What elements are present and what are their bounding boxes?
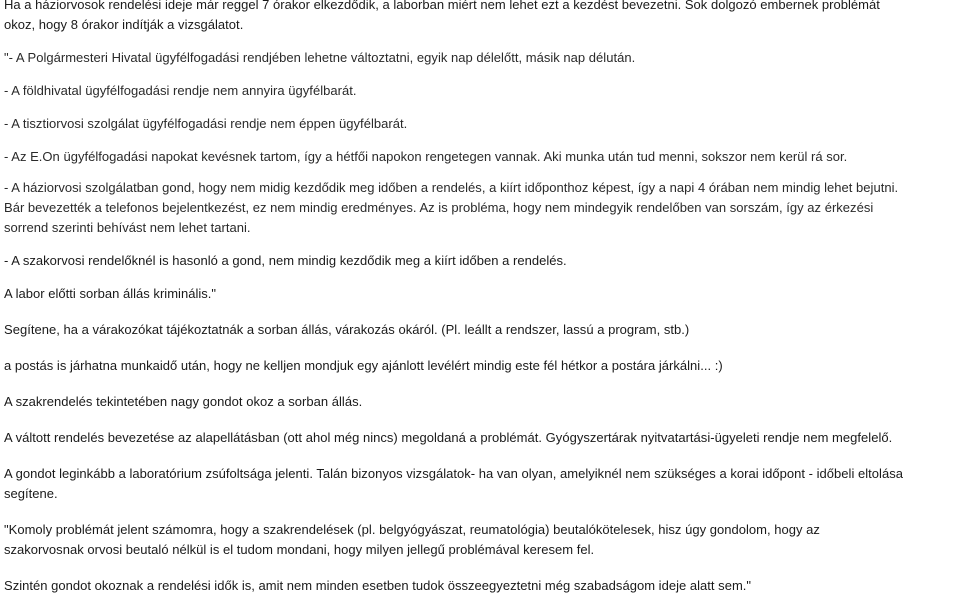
text-line: - Az E.On ügyfélfogadási napokat kevésnek tartom, így a hétfői napokon rengetegen vannak. Aki munka után tud menni, sokszor nem kerül rá sor. [4, 149, 848, 164]
document-body [4, 0, 956, 596]
paragraph-lab-queue [4, 284, 956, 304]
text-line: "Komoly problémát jelent számomra, hogy a szakrendelések (pl. belgyógyászat, reumatológia) beutalókötelesek, hisz úgy gondolom, hogy az [4, 522, 820, 537]
text-line: Szintén gondot okoznak a rendelési idők is, amit nem minden esetben tudok összeegyeztetni még szabadságom ideje alatt sem." [4, 578, 752, 593]
paragraph-land-office [4, 81, 956, 101]
paragraph-inform-waiting [4, 320, 956, 340]
paragraph-lab-hours [4, 0, 956, 35]
text-line: A labor előtti sorban állás kriminális." [4, 286, 217, 301]
text-line: a postás is járhatna munkaidő után, hogy ne kelljen mondjuk egy ajánlott levélért mindig este fél hétkor a postára járkálni... :) [4, 358, 723, 373]
text-line: Segítene, ha a várakozókat tájékoztatnák a sorban állás, várakozás okáról. (Pl. leállt a rendszer, lassú a program, stb.) [4, 322, 690, 337]
text-line: szakorvosnak orvosi beutaló nélkül is el tudom mondani, hogy milyen jellegű problémával keresem fel. [4, 542, 595, 557]
text-line: - A földhivatal ügyfélfogadási rendje nem annyira ügyfélbarát. [4, 83, 357, 98]
paragraph-specialist [4, 251, 956, 271]
paragraph-gp-service [4, 178, 956, 238]
paragraph-specialist-queue [4, 392, 956, 412]
text-line: "- A Polgármesteri Hivatal ügyfélfogadási rendjében lehetne változtatni, egyik nap délelőtt, másik nap délután. [4, 50, 636, 65]
paragraph-lab-crowding [4, 464, 956, 504]
text-line: - A tisztiorvosi szolgálat ügyfélfogadási rendje nem éppen ügyfélbarát. [4, 116, 408, 131]
text-line: Ha a háziorvosok rendelési ideje már reggel 7 órakor elkezdődik, a laborban miért nem lehet ezt a kezdést bevezetni. Sok dolgozó embernek problémát [4, 0, 880, 12]
text-line: Bár bevezették a telefonos bejelentkezést, ez nem mindig eredményes. Az is probléma, hogy nem mindegyik rendelőben van sorszám, így az érkezési [4, 200, 874, 215]
paragraph-referral [4, 520, 956, 560]
paragraph-shift-hours [4, 428, 956, 448]
text-line: A szakrendelés tekintetében nagy gondot okoz a sorban állás. [4, 394, 363, 409]
paragraph-mayor-office [4, 48, 956, 68]
text-line: A váltott rendelés bevezetése az alapellátásban (ott ahol még nincs) megoldaná a problémát. Gyógyszertárak nyitvatartási-ügyeleti rendje nem megfelelő. [4, 430, 893, 445]
paragraph-eon [4, 147, 956, 167]
paragraph-post-office [4, 356, 956, 376]
paragraph-public-health [4, 114, 956, 134]
text-line: sorrend szerinti behívást nem lehet tartani. [4, 220, 251, 235]
text-line: segítene. [4, 486, 58, 501]
text-line: A gondot leginkább a laboratórium zsúfoltsága jelenti. Talán bizonyos vizsgálatok- ha van olyan, amelyiknél nem szükséges a korai időpont - időbeli eltolása [4, 466, 903, 481]
text-line: - A háziorvosi szolgálatban gond, hogy nem midig kezdődik meg időben a rendelés, a kiírt időponthoz képest, így a napi 4 órában nem mindig lehet bejutni. [4, 180, 899, 195]
text-line: okoz, hogy 8 órakor indítják a vizsgálatot. [4, 17, 244, 32]
text-line: - A szakorvosi rendelőknél is hasonló a gond, nem mindig kezdődik meg a kiírt időben a rendelés. [4, 253, 567, 268]
paragraph-office-hours [4, 576, 956, 596]
